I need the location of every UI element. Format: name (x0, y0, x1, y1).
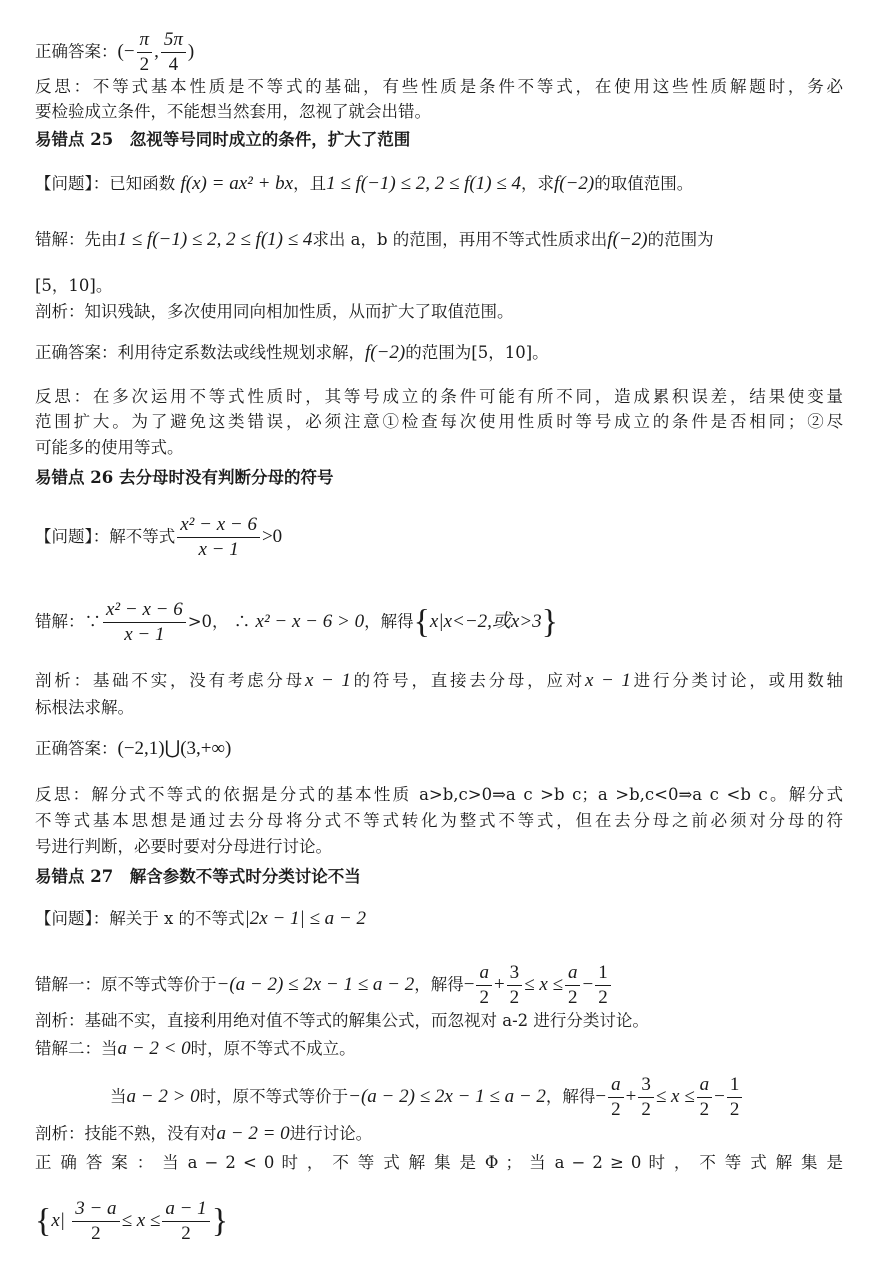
prev-reflection-line2: 要检验成立条件，不能想当然套用，忽视了就会出错。 (35, 102, 431, 121)
s26-analysis-b: x − 1 (305, 670, 351, 691)
s27-wrong2b (110, 1073, 876, 1122)
prev-answer-comma: , (154, 41, 159, 62)
s27-wrong2b-mid: 时，原不等式等价于 (199, 1087, 349, 1106)
s25-analysis: 剖析：知识残缺，多次使用同向相加性质，从而扩大了取值范围。 (35, 302, 514, 321)
s27-wrong1-sol-p1: − (463, 974, 475, 995)
s25-reflection-line2: 范围扩大。为了避免这类错误，必须注意①检查每次使用性质时等号成立的条件是否相同；②尽 (35, 412, 843, 431)
prev-answer-frac2: $\frac{5\pi}{4}$ (161, 28, 186, 77)
s25-correct (35, 342, 843, 364)
s25-problem-prefix: 【问题】：已知函数 (35, 174, 181, 193)
s26-wrong-frac: $\frac{\text{x² − x − 6}}{x - 1}$ (103, 598, 186, 647)
s26-analysis-e: 进行分类讨论，或用数轴 (630, 671, 844, 690)
s27-wrong2 (35, 1038, 843, 1060)
s27-wrong2b-sol-p2: + (625, 1086, 637, 1107)
s27-wrong2b-frac4: $\frac{1}{2}$ (727, 1073, 743, 1122)
s26-problem-frac: $\frac{\text{x² − x − 6}}{x - 1}$ (177, 513, 260, 562)
s26-analysis-d: x − 1 (585, 670, 631, 691)
s27-problem-ineq: |2x − 1| ≤ a − 2 (244, 908, 366, 929)
prev-answer-left: (− (117, 41, 135, 62)
s26-correct (35, 738, 843, 760)
s27-wrong2-cond: a − 2 < 0 (117, 1038, 191, 1059)
prev-answer-line (35, 28, 843, 77)
s27-wrong1-mid: ，解得 (414, 975, 464, 994)
s27-wrong2b-prefix: 当 (110, 1087, 127, 1106)
s27-wrong1 (35, 961, 843, 1010)
s27-analysis2-cond: a − 2 = 0 (216, 1123, 290, 1144)
s25-problem-cond: 1 ≤ f(−1) ≤ 2, 2 ≤ f(1) ≤ 4 (326, 173, 521, 194)
s26-set-rbrace: } (541, 603, 558, 641)
s26-problem-prefix: 【问题】：解不等式 (35, 527, 176, 546)
s26-reflection-line2: 不等式基本思想是通过去分母将分式不等式转化为整式不等式，但在去分母之前必须对分母的符 (35, 811, 843, 830)
s27-wrong2-suffix: 时，原不等式不成立。 (190, 1039, 356, 1058)
section-25-title: 易错点 25 忽视等号同时成立的条件，扩大了范围 (35, 130, 411, 149)
s25-correct-suffix: 的范围为[5，10]。 (405, 343, 549, 362)
section-26-title: 易错点 26 去分母时没有判断分母的符号 (35, 468, 334, 487)
s27-analysis1: 剖析：基础不实，直接利用绝对值不等式的解集公式，而忽视对 a-2 进行分类讨论。 (35, 1011, 649, 1030)
s27-wrong2b-ineq: −(a − 2) ≤ 2x − 1 ≤ a − 2 (348, 1086, 546, 1107)
s25-wrong-suffix: 的范围为 (647, 230, 714, 249)
s25-correct-target: f(−2) (365, 342, 406, 363)
s27-set-rbrace: } (211, 1202, 229, 1240)
s26-analysis-c: 的符号，直接去分母，应对 (350, 671, 586, 690)
s26-wrong-set: x|x<−2,或x>3 (429, 611, 542, 632)
s27-wrong2b-frac2: $\frac{3}{2}$ (638, 1073, 654, 1122)
s27-analysis2 (35, 1123, 843, 1145)
s25-reflection-line3: 可能多的使用等式。 (35, 438, 184, 457)
s25-correct-prefix: 正确答案：利用待定系数法或线性规划求解， (35, 343, 365, 362)
s25-problem-target: f(−2) (553, 173, 595, 194)
s27-wrong1-sol-p4: − (582, 974, 594, 995)
s26-correct-value: (−2,1)⋃(3,+∞) (117, 738, 232, 759)
s26-analysis-a: 剖析：基础不实，没有考虑分母 (35, 671, 305, 690)
s26-wrong-mid2: ，解得 (364, 612, 414, 631)
s27-wrong2-prefix: 错解二：当 (35, 1039, 118, 1058)
s27-wrong1-frac4: $\frac{1}{2}$ (595, 961, 611, 1010)
s27-wrong1-prefix: 错解一：原不等式等价于 (35, 975, 217, 994)
s27-problem (35, 908, 843, 930)
s27-wrong2b-frac1: $\frac{a}{2}$ (608, 1073, 624, 1122)
s26-wrong-prefix: 错解：∵ (35, 612, 101, 631)
s27-set-frac1: $\frac{3 - a}{2}$ (72, 1197, 119, 1246)
section-27-title: 易错点 27 解含参数不等式时分类讨论不当 (35, 867, 361, 886)
s27-wrong2b-sol-p4: − (714, 1086, 725, 1107)
s25-wrong-mid: 求出 a，b 的范围，再用不等式性质求出 (312, 230, 608, 249)
s26-wrong-ineq: x² − x − 6 > 0 (255, 611, 365, 632)
s27-wrong2b-frac3: $\frac{a}{2}$ (697, 1073, 713, 1122)
s27-wrong2b-sol-p1: − (595, 1086, 607, 1107)
s27-set-frac2: $\frac{a - 1}{2}$ (162, 1197, 209, 1246)
s25-problem (35, 173, 843, 195)
s27-wrong2b-cond: a − 2 > 0 (126, 1086, 200, 1107)
s27-wrong1-frac1: $\frac{a}{2}$ (476, 961, 492, 1010)
prev-answer-frac1: $\frac{\pi}{2}$ (137, 28, 153, 77)
s27-set-lbrace: { (35, 1202, 52, 1240)
s26-analysis-line2: 标根法求解。 (35, 698, 134, 717)
prev-answer-label: 正确答案： (35, 42, 118, 61)
s27-wrong2b-mid2: ，解得 (545, 1087, 596, 1106)
s26-problem (35, 513, 843, 562)
s25-reflection-line1: 反思：在多次运用不等式性质时，其等号成立的条件可能有所不同，造成累积误差，结果使变量 (35, 387, 843, 406)
s27-analysis2-suffix: 进行讨论。 (289, 1124, 373, 1143)
s26-wrong-mid: >0， ∴ (187, 612, 256, 631)
s25-wrong-cond: 1 ≤ f(−1) ≤ 2, 2 ≤ f(1) ≤ 4 (117, 229, 313, 250)
s27-set-x: x| (51, 1210, 65, 1231)
s26-correct-prefix: 正确答案： (35, 739, 118, 758)
s27-correct-line1: 正 确 答 案 ： 当 a − 2 < 0 时 ， 不 等 式 解 集 是 Φ ； 当 a − 2 ≥ 0 时 ， 不 等 式 解 集 是 (35, 1153, 843, 1172)
s27-wrong1-ineq: −(a − 2) ≤ 2x − 1 ≤ a − 2 (216, 974, 415, 995)
s25-wrong-target: f(−2) (607, 229, 648, 250)
s27-wrong1-frac2: $\frac{3}{2}$ (507, 961, 523, 1010)
s27-correct-set (35, 1197, 843, 1246)
s25-problem-mid: ，且 (293, 174, 327, 193)
s26-reflection-line1: 反思：解分式不等式的依据是分式的基本性质 a>b,c>0⇒a c >b c；a >b,c<0⇒a c <b c。解分式 (35, 785, 843, 804)
s26-wrong (35, 598, 843, 647)
s27-wrong2b-sol-p3: ≤ x ≤ (655, 1086, 695, 1107)
prev-reflection-line1: 反思：不等式基本性质是不等式的基础，有些性质是条件不等式，在使用这些性质解题时，务必 (35, 77, 843, 96)
s27-problem-prefix: 【问题】：解关于 x 的不等式 (35, 909, 245, 928)
s25-wrong-result: [5，10]。 (35, 276, 113, 295)
s26-problem-suffix: >0 (261, 526, 283, 547)
s26-reflection-line3: 号进行判断，必要时要对分母进行讨论。 (35, 837, 332, 856)
s25-problem-mid2: ，求 (520, 174, 554, 193)
s27-set-mid: ≤ x ≤ (121, 1210, 161, 1231)
s27-wrong1-frac3: $\frac{a}{2}$ (565, 961, 581, 1010)
s27-analysis2-prefix: 剖析：技能不熟，没有对 (35, 1124, 217, 1143)
s25-wrong-prefix: 错解：先由 (35, 230, 118, 249)
s25-wrong (35, 229, 843, 251)
s26-analysis-line1 (35, 670, 843, 692)
s27-wrong1-sol-p2: + (493, 974, 505, 995)
prev-answer-right: ) (187, 41, 195, 62)
s25-problem-suffix: 的取值范围。 (594, 174, 694, 193)
s26-set-lbrace: { (413, 603, 430, 641)
s25-problem-func: f(x) = ax² + bx (180, 173, 294, 194)
s27-wrong1-sol-p3: ≤ x ≤ (524, 974, 563, 995)
